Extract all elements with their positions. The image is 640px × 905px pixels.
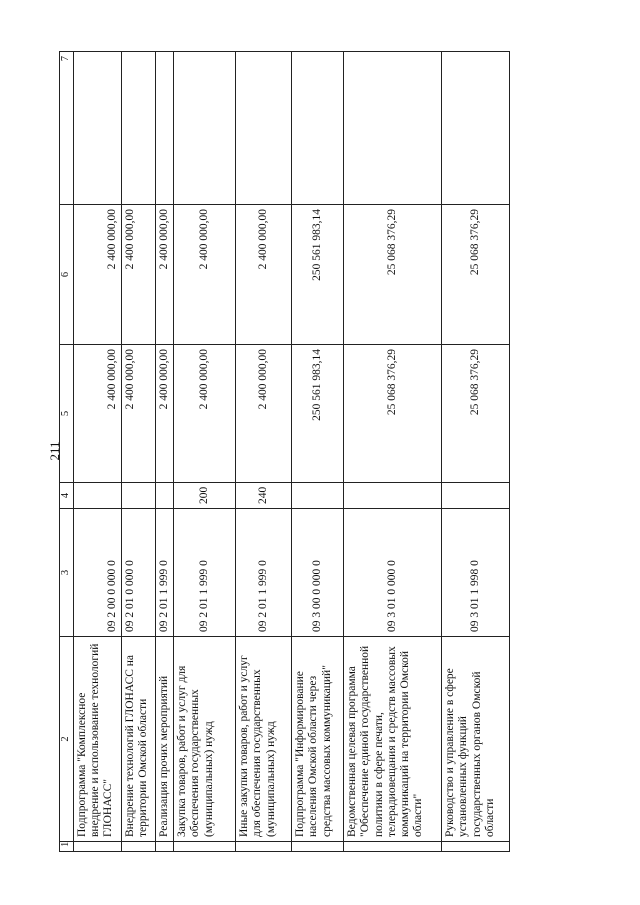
row-name: Закупка товаров, работ и услуг для обеспечения государственных (муниципальных) нужд — [174, 637, 236, 842]
row-value-7 — [122, 52, 156, 205]
page-number: 211 — [47, 441, 62, 461]
row-name: Ведомственная целевая программа "Обеспечение единой государственной политики в сфере печати, телерадиовещания и средств массовых коммуникаций на территории Омской области" — [344, 637, 442, 842]
row-value-5: 2 400 000,00 — [174, 345, 236, 483]
row-number-cell — [74, 842, 122, 852]
row-type — [74, 483, 122, 509]
row-number-cell — [292, 842, 344, 852]
row-name: Руководство и управление в сфере установленных функций государственных органов Омской области — [442, 637, 510, 842]
row-name: Реализация прочих мероприятий — [156, 637, 174, 842]
header-col-6: 6 — [60, 205, 74, 345]
row-value-5: 2 400 000,00 — [236, 345, 292, 483]
row-number-cell — [174, 842, 236, 852]
row-code: 09 3 01 1 998 0 — [442, 509, 510, 637]
row-value-5: 2 400 000,00 — [156, 345, 174, 483]
table-row — [74, 52, 122, 852]
table-row — [292, 52, 344, 852]
table-row — [156, 52, 174, 852]
row-number-cell — [122, 842, 156, 852]
row-value-5: 25 068 376,29 — [442, 345, 510, 483]
row-value-6: 2 400 000,00 — [122, 205, 156, 345]
table-row — [344, 52, 442, 852]
row-value-7 — [442, 52, 510, 205]
table-row — [236, 52, 292, 852]
row-value-7 — [74, 52, 122, 205]
row-code: 09 3 01 0 000 0 — [344, 509, 442, 637]
row-value-5: 250 561 983,14 — [292, 345, 344, 483]
row-type — [292, 483, 344, 509]
row-number-cell — [156, 842, 174, 852]
row-name: Подпрограмма "Комплексное внедрение и использование технологий ГЛОНАСС" — [74, 637, 122, 842]
table-row — [122, 52, 156, 852]
row-value-6: 2 400 000,00 — [174, 205, 236, 345]
header-col-1: 1 — [60, 842, 74, 852]
row-value-6: 25 068 376,29 — [442, 205, 510, 345]
row-name: Внедрение технологий ГЛОНАСС на территории Омской области — [122, 637, 156, 842]
row-code: 09 2 01 1 999 0 — [236, 509, 292, 637]
budget-table-container — [59, 52, 509, 852]
row-type — [156, 483, 174, 509]
header-col-5: 5 — [60, 345, 74, 483]
row-number-cell — [344, 842, 442, 852]
row-number-cell — [442, 842, 510, 852]
row-value-5: 2 400 000,00 — [122, 345, 156, 483]
row-name: Подпрограмма "Информирование населения Омской области через средства массовых коммуникаций" — [292, 637, 344, 842]
header-col-3: 3 — [60, 509, 74, 637]
row-type: 240 — [236, 483, 292, 509]
row-type — [344, 483, 442, 509]
header-col-2: 2 — [60, 637, 74, 842]
header-row — [60, 52, 74, 852]
row-value-5: 25 068 376,29 — [344, 345, 442, 483]
row-code: 09 2 01 1 999 0 — [174, 509, 236, 637]
row-value-6: 2 400 000,00 — [74, 205, 122, 345]
row-value-7 — [344, 52, 442, 205]
row-value-6: 250 561 983,14 — [292, 205, 344, 345]
row-value-6: 2 400 000,00 — [156, 205, 174, 345]
row-type — [442, 483, 510, 509]
row-value-6: 2 400 000,00 — [236, 205, 292, 345]
row-number-cell — [236, 842, 292, 852]
header-col-7: 7 — [60, 52, 74, 205]
row-code: 09 2 00 0 000 0 — [74, 509, 122, 637]
table-row — [174, 52, 236, 852]
row-name: Иные закупки товаров, работ и услуг для обеспечения государственных (муниципальных) нужд — [236, 637, 292, 842]
row-code: 09 3 00 0 000 0 — [292, 509, 344, 637]
row-value-7 — [292, 52, 344, 205]
row-value-7 — [156, 52, 174, 205]
table-row — [442, 52, 510, 852]
row-type: 200 — [174, 483, 236, 509]
row-value-7 — [236, 52, 292, 205]
row-value-6: 25 068 376,29 — [344, 205, 442, 345]
row-value-5: 2 400 000,00 — [74, 345, 122, 483]
header-col-4: 4 — [60, 483, 74, 509]
row-value-7 — [174, 52, 236, 205]
row-type — [122, 483, 156, 509]
budget-table — [59, 51, 510, 852]
row-code: 09 2 01 0 000 0 — [122, 509, 156, 637]
row-code: 09 2 01 1 999 0 — [156, 509, 174, 637]
